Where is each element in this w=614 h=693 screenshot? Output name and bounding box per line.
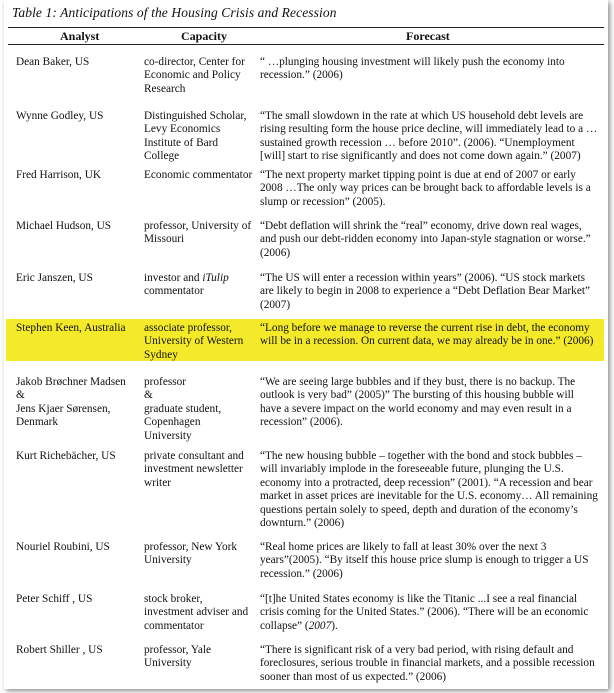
cell-forecast: “Real home prices are likely to fall at least 30% over the next 3 years”(2005). “By itself this house price slump is enough to trigger a US recession.” (2006) (260, 541, 589, 580)
cell-capacity: associate professor, University of Western Sydney (144, 322, 244, 361)
cell-capacity: professor, New York University (144, 541, 238, 567)
cell-analyst: Eric Janszen, US (16, 272, 93, 284)
capacity-italic-text: iTulip (202, 272, 229, 284)
analyst-line: Denmark (16, 416, 59, 429)
capacity-text: commentator (144, 285, 204, 298)
cell-analyst: Michael Hudson, US (16, 220, 112, 232)
capacity-line: professor (144, 376, 187, 388)
header-analyst: Analyst (60, 29, 100, 43)
header-bottom-rule (8, 44, 604, 45)
cell-forecast (260, 593, 598, 633)
table-top-rule (8, 27, 604, 28)
cell-capacity (144, 272, 254, 299)
capacity-line: graduate student, (144, 402, 222, 415)
cell-forecast: “The small slowdown in the rate at which US household debt levels are rising resulting form the house price decline, will immediately lead to a …sustained growth recession … before 2010”. (2006). “Unemployment [will] start to rise significantly and does not come down again.” (2007) (260, 110, 598, 163)
forecast-text: ). (331, 619, 338, 632)
table-caption: Table 1: Anticipations of the Housing Crisis and Recession (12, 5, 337, 20)
cell-capacity: Economic commentator (144, 169, 253, 181)
document-page (4, 0, 608, 689)
forecast-text: “[t]he United States economy is like the Titanic ...I see a real financial crisis coming for the United States.” (2006). “There will be an economic collapse” ( (260, 593, 589, 632)
cell-analyst: Peter Schiff , US (16, 593, 93, 605)
cell-forecast: “We are seeing large bubbles and if they bust, there is no backup. The outlook is very bad” (2005)” The bursting of this housing bubble will have a severe impact on the world economy and may even result in a recession” (2006). (260, 376, 576, 429)
analyst-line: Jakob Brøchner Madsen (16, 376, 126, 388)
analyst-line: Jens Kjaer Sørensen, (16, 402, 111, 415)
capacity-line: Copenhagen (144, 416, 201, 429)
cell-forecast: “ …plunging housing investment will likely push the economy into recession.” (2006) (260, 56, 565, 82)
cell-capacity (144, 376, 254, 443)
header-forecast: Forecast (406, 29, 450, 43)
cell-capacity: stock broker, investment adviser and commentator (144, 593, 249, 632)
cell-capacity: private consultant and investment newsletter writer (144, 450, 244, 489)
cell-capacity: Distinguished Scholar, Levy Economics Institute of Bard College (144, 110, 247, 163)
cell-forecast: “The next property market tipping point is due at end of 2007 or early 2008 …The only way prices can be brought back to affordable levels is a slump or recession” (2005). (260, 169, 591, 208)
cell-capacity: professor, University of Missouri (144, 220, 252, 246)
capacity-line: University (144, 429, 192, 442)
analyst-line: & (16, 389, 25, 402)
cell-forecast: “There is significant risk of a very bad period, with rising default and foreclosures, serious trouble in financial markets, and a possible recession sooner than most of us expected.” (2006) (260, 644, 595, 683)
cell-forecast: “Debt deflation will shrink the “real” economy, drive down real wages, and push our debt-ridden economy into Japan-style stagnation or worse.” (2006) (260, 220, 591, 259)
cell-capacity: co-director, Center for Economic and Policy Research (144, 56, 245, 95)
forecast-italic-text: 2007 (308, 619, 332, 632)
cell-forecast: “The new housing bubble – together with the bond and stock bubbles – will invariably implode in the foreseeable future, plunging the U.S. economy into a protracted, deep recession” (2001). “A recession and bear market in asset prices are inevitable for the U.S. economy… All remaining questions pertain solely to speed, depth and duration of the economy’s downturn.” (2006) (260, 450, 598, 530)
header-capacity: Capacity (181, 29, 227, 43)
cell-analyst: Dean Baker, US (16, 56, 90, 68)
cell-analyst: Stephen Keen, Australia (16, 322, 126, 334)
cell-forecast: “Long before we manage to reverse the current rise in debt, the economy will be in a recession. On current data, we may already be in one.” (2006) (260, 322, 594, 348)
cell-analyst: Kurt Richebächer, US (16, 450, 116, 462)
cell-analyst: Robert Shiller , US (16, 644, 103, 656)
cell-capacity: professor, Yale University (144, 644, 212, 670)
cell-analyst: Fred Harrison, UK (16, 169, 102, 181)
cell-analyst: Nouriel Roubini, US (16, 541, 110, 553)
capacity-line: & (144, 389, 153, 402)
cell-analyst (16, 376, 140, 430)
capacity-text: investor and (144, 272, 203, 284)
cell-analyst: Wynne Godley, US (16, 110, 104, 122)
cell-forecast: “The US will enter a recession within years” (2006). “US stock markets are likely to begin in 2008 to experience a “Debt Deflation Bear Market” (2007) (260, 272, 590, 311)
